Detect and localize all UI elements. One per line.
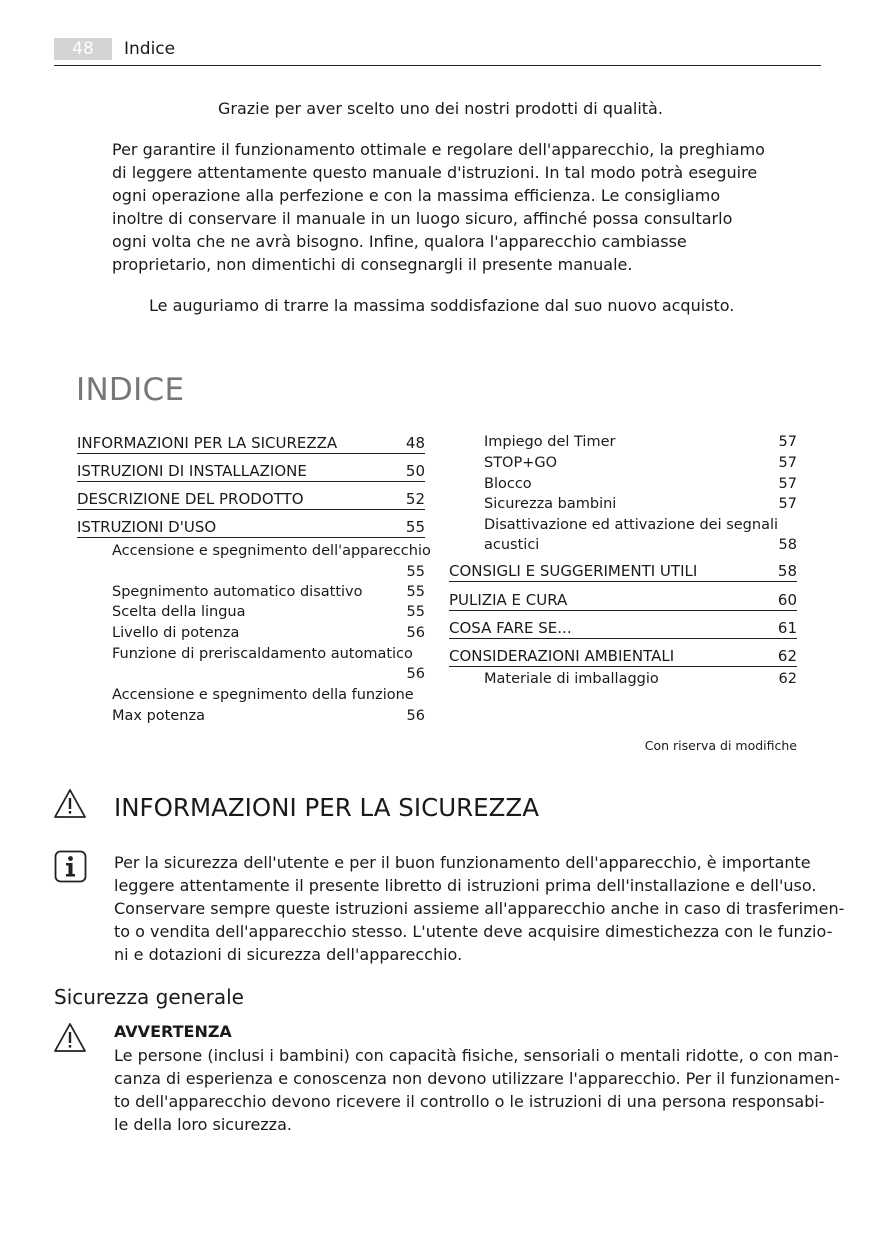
toc-entry[interactable] [77,459,425,482]
toc-subentry[interactable] [484,453,797,473]
page-number: 48 [54,38,112,60]
toc-subentry[interactable] [112,602,425,622]
toc-subentry-page: 57 [778,476,797,492]
toc-subentry-page: 57 [778,455,797,471]
toc-entry[interactable] [77,431,425,454]
toc-subentry[interactable] [112,664,425,684]
warning-triangle-icon [53,788,87,820]
toc-entry-label: DESCRIZIONE DEL PRODOTTO [77,490,304,508]
toc-entry-page: 61 [777,619,797,637]
toc-subentry[interactable] [112,706,425,726]
toc-entry-label: PULIZIA E CURA [449,591,568,609]
info-line: leggere attentamente il presente libretto di istruzioni prima dell'installazione e dell'uso. [114,876,817,895]
warning-paragraph [114,1044,841,1136]
warning-line: le della loro sicurezza. [114,1115,292,1134]
info-line: to o vendita dell'apparecchio stesso. L'utente deve acquisire dimestichezza con le funzio- [114,922,833,941]
safety-title: INFORMAZIONI PER LA SICUREZZA [114,793,539,822]
intro-line: ogni volta che ne avrà bisogno. Infine, qualora l'apparecchio cambiasse [112,232,687,251]
info-line: ni e dotazioni di sicurezza dell'apparecchio. [114,945,463,964]
toc-subentry-page: 57 [778,434,797,450]
toc-subentry-page: 56 [406,625,425,641]
header-rule [54,65,821,66]
toc-subentry-page: 58 [778,537,797,553]
toc-subentry[interactable] [484,432,797,452]
intro-line: Per garantire il funzionamento ottimale e regolare dell'apparecchio, la preghiamo [112,140,765,159]
toc-subentry[interactable] [484,474,797,494]
warning-line: Le persone (inclusi i bambini) con capacità fisiche, sensoriali o mentali ridotte, o con man- [114,1046,839,1065]
toc-entry[interactable] [449,559,797,582]
toc-entry-page: 55 [405,518,425,536]
toc-entry-label: CONSIDERAZIONI AMBIENTALI [449,647,675,665]
toc-entry-page: 62 [777,647,797,665]
info-icon [54,850,87,883]
toc-title: INDICE [76,372,185,408]
toc-entry-label: ISTRUZIONI DI INSTALLAZIONE [77,462,307,480]
toc-subentry[interactable] [112,562,425,582]
toc-subentry-label: Sicurezza bambini [484,496,617,512]
intro-thanks: Grazie per aver scelto uno dei nostri prodotti di qualità. [218,99,663,118]
toc-subentry-page: 62 [778,671,797,687]
general-safety-heading: Sicurezza generale [54,985,244,1009]
toc-entry-page: 52 [405,490,425,508]
toc-subentry-label: Livello di potenza [112,625,240,641]
toc-subentry-label: Spegnimento automatico disattivo [112,584,363,600]
toc-subentry-page: 55 [406,584,425,600]
toc-subentry-label: Accensione e spegnimento dell'apparecchio [112,543,431,559]
toc-entry[interactable] [449,588,797,611]
toc-subentry-label: Disattivazione ed attivazione dei segnali [484,517,779,533]
toc-entry[interactable] [449,616,797,639]
toc-entry-label: ISTRUZIONI D'USO [77,518,217,536]
header-title: Indice [124,39,176,59]
toc-subentry-label: acustici [484,537,540,553]
toc-entry[interactable] [77,515,425,538]
toc-subentry[interactable] [484,494,797,514]
intro-line: proprietario, non dimentichi di consegnargli il presente manuale. [112,255,633,274]
intro-paragraph [112,138,772,276]
toc-entry-page: 58 [777,562,797,580]
toc-subentry-page: 56 [406,666,425,682]
toc-subentry[interactable] [484,669,797,689]
toc-subentry[interactable] [112,541,431,561]
toc-entry-label: INFORMAZIONI PER LA SICUREZZA [77,434,338,452]
toc-entry-page: 48 [405,434,425,452]
toc-entry-label: CONSIGLI E SUGGERIMENTI UTILI [449,562,698,580]
reserve-note: Con riserva di modifiche [644,738,797,753]
warning-triangle-icon [53,1022,87,1054]
toc-subentry-label: Blocco [484,476,532,492]
toc-subentry-label: Max potenza [112,708,205,724]
info-line: Conservare sempre queste istruzioni assieme all'apparecchio anche in caso di trasferimen- [114,899,845,918]
toc-subentry-label: Scelta della lingua [112,604,246,620]
toc-subentry[interactable] [112,685,425,705]
intro-wish: Le auguriamo di trarre la massima soddisfazione dal suo nuovo acquisto. [149,296,735,315]
toc-subentry-label: Materiale di imballaggio [484,671,659,687]
toc-subentry-label: Impiego del Timer [484,434,616,450]
toc-subentry[interactable] [112,582,425,602]
info-line: Per la sicurezza dell'utente e per il buon funzionamento dell'apparecchio, è importante [114,853,811,872]
toc-subentry[interactable] [112,623,425,643]
toc-entry[interactable] [449,644,797,667]
safety-info-paragraph [114,851,845,966]
intro-line: inoltre di conservare il manuale in un luogo sicuro, affinché possa consultarlo [112,209,733,228]
toc-subentry-label: Accensione e spegnimento della funzione [112,687,414,703]
toc-subentry[interactable] [112,644,425,664]
warning-line: to dell'apparecchio devono ricevere il controllo o le istruzioni di una persona responsabi- [114,1092,825,1111]
intro-line: di leggere attentamente questo manuale d'istruzioni. In tal modo potrà eseguire [112,163,758,182]
toc-subentry-page: 55 [406,564,425,580]
toc-subentry[interactable] [484,515,797,535]
toc-entry[interactable] [77,487,425,510]
warning-label: AVVERTENZA [114,1022,232,1041]
toc-subentry-page: 57 [778,496,797,512]
toc-subentry-page: 55 [406,604,425,620]
warning-line: canza di esperienza e conoscenza non devono utilizzare l'apparecchio. Per il funzionamen- [114,1069,841,1088]
toc-entry-label: COSA FARE SE... [449,619,572,637]
toc-subentry-page: 56 [406,708,425,724]
toc-subentry-label: STOP+GO [484,455,558,471]
toc-entry-page: 60 [777,591,797,609]
intro-line: ogni operazione alla perfezione e con la massima efficienza. Le consigliamo [112,186,721,205]
toc-subentry-label: Funzione di preriscaldamento automatico [112,646,413,662]
toc-subentry[interactable] [484,535,797,555]
toc-entry-page: 50 [405,462,425,480]
